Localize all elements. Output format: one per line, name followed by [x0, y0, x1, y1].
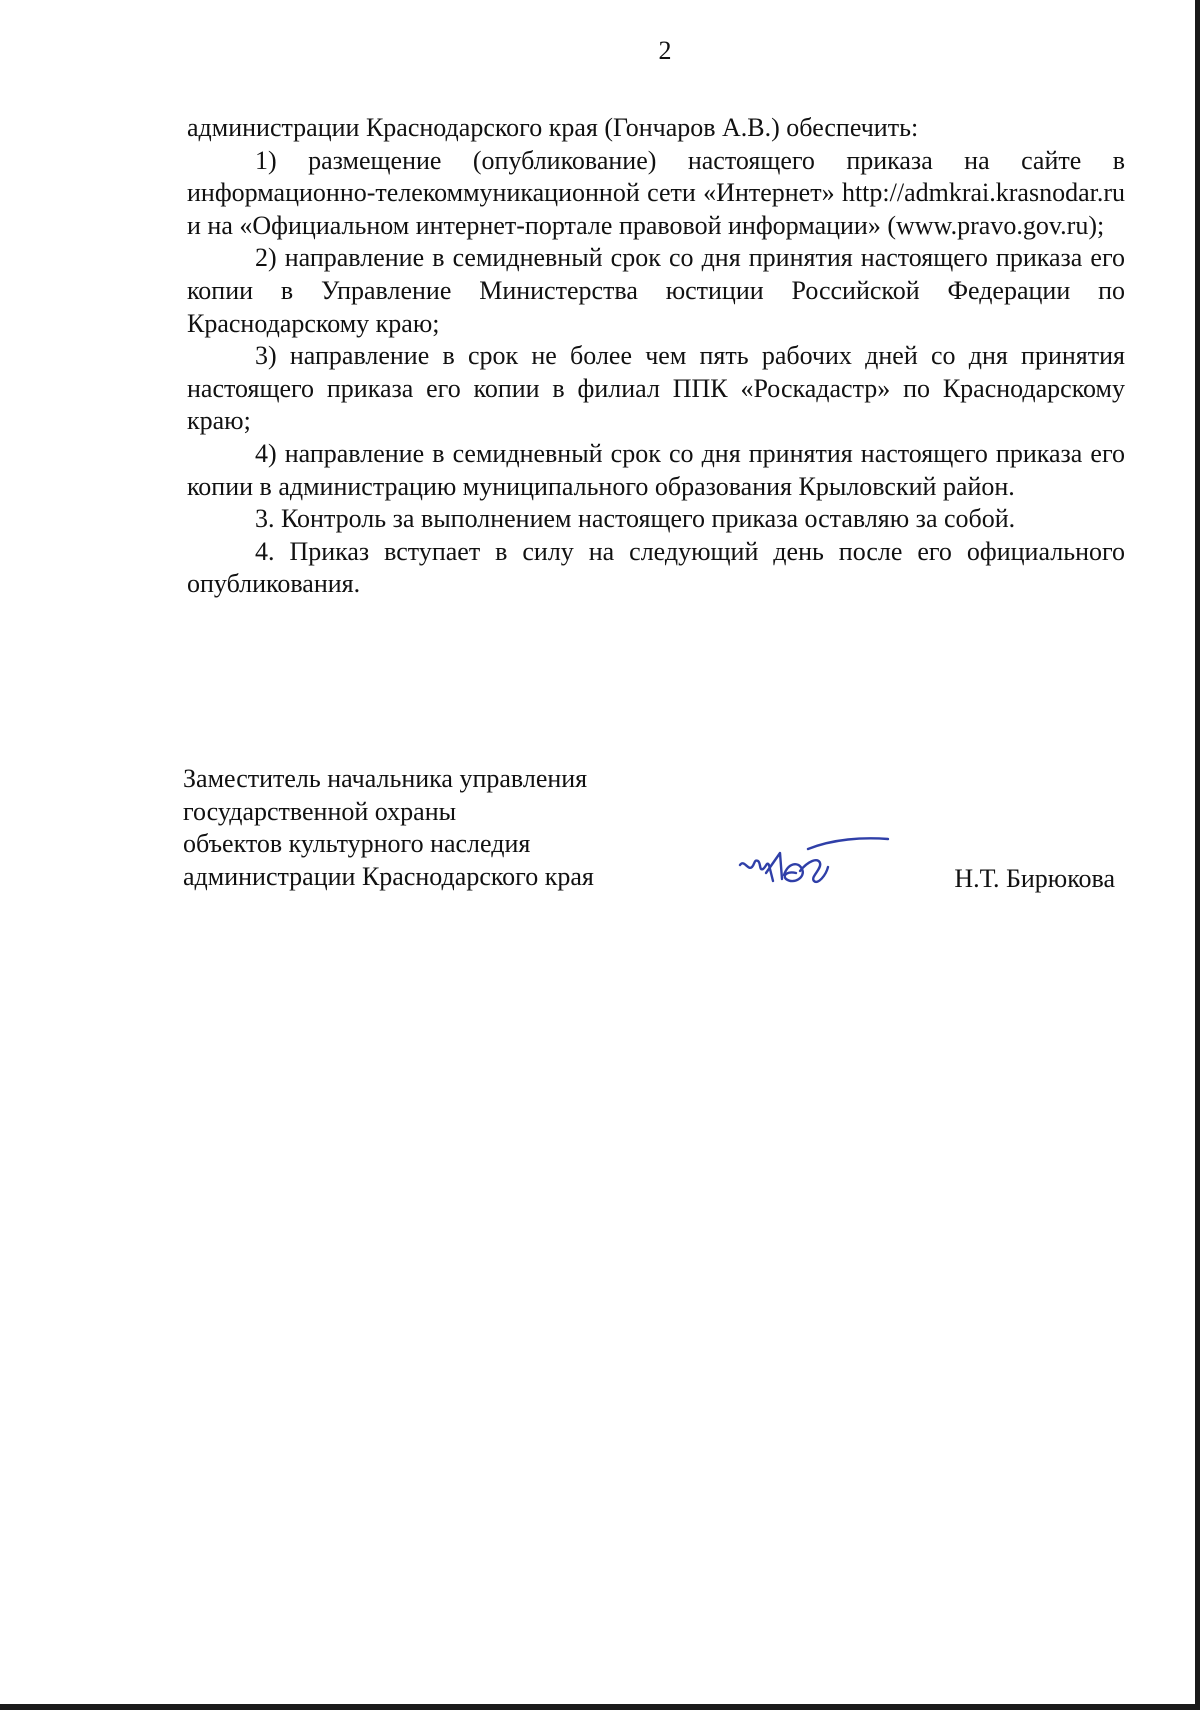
signature-block [183, 763, 1125, 903]
signatory-title-line-4: администрации Краснодарского края [183, 861, 594, 891]
signatory-title-line-3: объектов культурного наследия [183, 829, 531, 858]
scan-edge-right [1195, 0, 1200, 1710]
paragraph-clause-3: 3. Контроль за выполнением настоящего приказа оставляю за собой. [255, 504, 1016, 534]
signatory-title-line-2: государственной охраны [183, 796, 457, 826]
paragraph-clause-4: 4. Приказ вступает в силу на следующий день после его официального опубликования. [187, 536, 1125, 599]
handwritten-signature [728, 831, 898, 901]
signatory-title-line-1: Заместитель начальника управления [183, 764, 588, 793]
signatory-name: Н.Т. Бирюкова [954, 864, 1115, 893]
paragraph-item-3: 3) направление в срок не более чем пять рабочих дней со дня принятия настоящего приказа его копии в филиал ППК «Роскадастр» по Краснодарскому краю; [187, 341, 1125, 436]
paragraph-item-4: 4) направление в семидневный срок со дня принятия настоящего приказа его копии в администрацию муниципального образования Крыловский район. [187, 438, 1125, 501]
paragraph-item-1: 1) размещение (опубликование) настоящего приказа на сайте в информационно-телекоммуникационной сети «Интернет» http://admkrai.krasnodar.ru и на «Официальном интернет-портале правовой информации» (www.pravo.gov.ru); [187, 145, 1125, 240]
signatory-title [183, 763, 594, 893]
paragraph-item-2: 2) направление в семидневный срок со дня принятия настоящего приказа его копии в Управление Министерства юстиции Российской Федерации по Краснодарскому краю; [187, 243, 1125, 338]
paragraph-intro: администрации Краснодарского края (Гончаров А.В.) обеспечить: [187, 113, 919, 142]
scan-edge-bottom [0, 1704, 1200, 1710]
page-number: 2 [658, 36, 672, 65]
document-body [187, 112, 1125, 601]
